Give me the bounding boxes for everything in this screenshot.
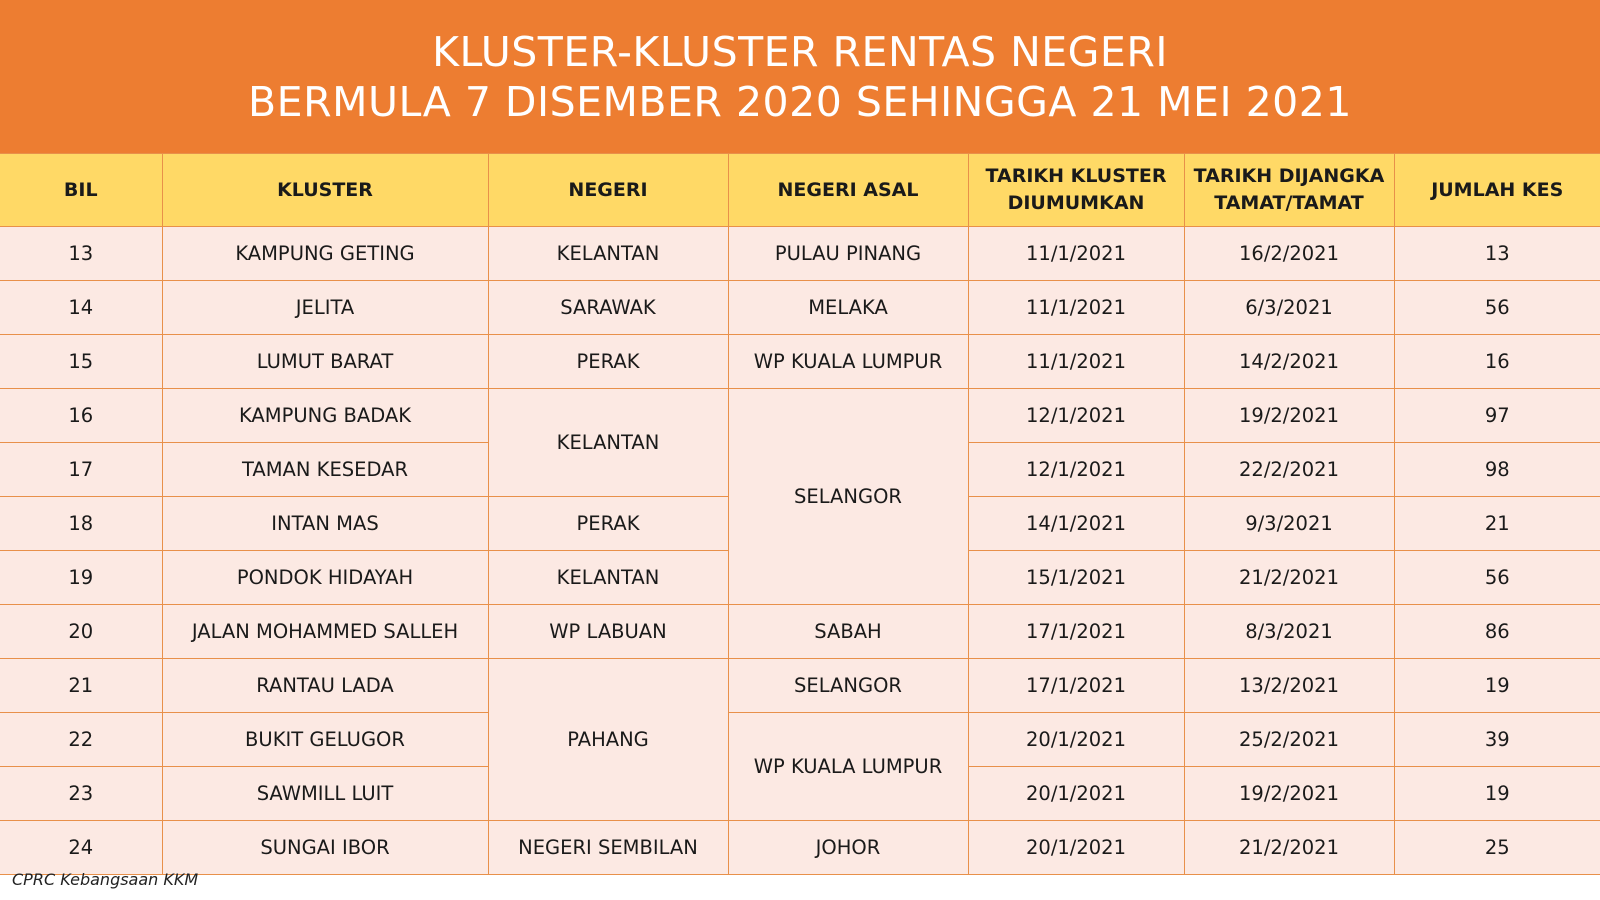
cell-tamat: 22/2/2021 xyxy=(1184,443,1394,497)
cell-bil: 23 xyxy=(0,767,162,821)
cell-negeri-asal: SELANGOR xyxy=(728,389,968,605)
cell-kes: 19 xyxy=(1394,659,1600,713)
cell-negeri: KELANTAN xyxy=(488,227,728,281)
cell-diumumkan: 11/1/2021 xyxy=(968,281,1184,335)
cell-tamat: 19/2/2021 xyxy=(1184,389,1394,443)
cell-bil: 17 xyxy=(0,443,162,497)
cell-kluster: BUKIT GELUGOR xyxy=(162,713,488,767)
title-banner xyxy=(0,0,1600,153)
cell-diumumkan: 14/1/2021 xyxy=(968,497,1184,551)
cell-kluster: PONDOK HIDAYAH xyxy=(162,551,488,605)
cell-negeri-asal: SELANGOR xyxy=(728,659,968,713)
cell-tamat: 9/3/2021 xyxy=(1184,497,1394,551)
cell-diumumkan: 20/1/2021 xyxy=(968,713,1184,767)
cell-tamat: 21/2/2021 xyxy=(1184,821,1394,875)
cell-tamat: 21/2/2021 xyxy=(1184,551,1394,605)
cell-tamat: 13/2/2021 xyxy=(1184,659,1394,713)
cell-bil: 15 xyxy=(0,335,162,389)
header-kluster: KLUSTER xyxy=(162,154,488,227)
cell-bil: 14 xyxy=(0,281,162,335)
cell-bil: 16 xyxy=(0,389,162,443)
cell-bil: 19 xyxy=(0,551,162,605)
cell-kluster: KAMPUNG BADAK xyxy=(162,389,488,443)
table-row xyxy=(0,335,1600,389)
header-tarikh-tamat-line1: TARIKH DIJANGKA xyxy=(1193,165,1385,187)
cell-diumumkan: 11/1/2021 xyxy=(968,227,1184,281)
table-row xyxy=(0,821,1600,875)
cell-diumumkan: 20/1/2021 xyxy=(968,821,1184,875)
cell-tamat: 19/2/2021 xyxy=(1184,767,1394,821)
cell-negeri-asal: JOHOR xyxy=(728,821,968,875)
header-tarikh-tamat xyxy=(1184,154,1394,227)
cell-kluster: KAMPUNG GETING xyxy=(162,227,488,281)
cell-kes: 25 xyxy=(1394,821,1600,875)
cell-tamat: 25/2/2021 xyxy=(1184,713,1394,767)
header-negeri-asal: NEGERI ASAL xyxy=(728,154,968,227)
cell-kes: 97 xyxy=(1394,389,1600,443)
cell-negeri: PERAK xyxy=(488,497,728,551)
source-credit: CPRC Kebangsaan KKM xyxy=(12,870,199,889)
cell-kes: 39 xyxy=(1394,713,1600,767)
cell-kluster: JELITA xyxy=(162,281,488,335)
header-tarikh-tamat-line2: TAMAT/TAMAT xyxy=(1214,192,1364,214)
cell-kes: 13 xyxy=(1394,227,1600,281)
header-tarikh-diumumkan xyxy=(968,154,1184,227)
cell-negeri: KELANTAN xyxy=(488,551,728,605)
cell-negeri-asal: MELAKA xyxy=(728,281,968,335)
cell-kluster: INTAN MAS xyxy=(162,497,488,551)
cell-kluster: RANTAU LADA xyxy=(162,659,488,713)
cell-negeri: WP LABUAN xyxy=(488,605,728,659)
cell-diumumkan: 20/1/2021 xyxy=(968,767,1184,821)
cell-tamat: 6/3/2021 xyxy=(1184,281,1394,335)
cell-bil: 18 xyxy=(0,497,162,551)
cell-negeri-asal: SABAH xyxy=(728,605,968,659)
cell-tamat: 16/2/2021 xyxy=(1184,227,1394,281)
header-tarikh-diumumkan-line1: TARIKH KLUSTER xyxy=(985,165,1167,187)
table-row xyxy=(0,713,1600,767)
cell-kes: 21 xyxy=(1394,497,1600,551)
cluster-table xyxy=(0,153,1600,875)
cell-negeri: KELANTAN xyxy=(488,389,728,497)
cell-negeri: NEGERI SEMBILAN xyxy=(488,821,728,875)
header-bil: BIL xyxy=(0,154,162,227)
table-row xyxy=(0,227,1600,281)
cell-bil: 24 xyxy=(0,821,162,875)
cell-kes: 56 xyxy=(1394,551,1600,605)
cell-bil: 21 xyxy=(0,659,162,713)
cell-kes: 56 xyxy=(1394,281,1600,335)
cell-diumumkan: 11/1/2021 xyxy=(968,335,1184,389)
header-jumlah-kes: JUMLAH KES xyxy=(1394,154,1600,227)
cell-diumumkan: 17/1/2021 xyxy=(968,659,1184,713)
cell-tamat: 14/2/2021 xyxy=(1184,335,1394,389)
table-row xyxy=(0,605,1600,659)
table-row xyxy=(0,281,1600,335)
cell-negeri-asal: WP KUALA LUMPUR xyxy=(728,713,968,821)
cell-diumumkan: 12/1/2021 xyxy=(968,389,1184,443)
cell-kluster: SAWMILL LUIT xyxy=(162,767,488,821)
cell-tamat: 8/3/2021 xyxy=(1184,605,1394,659)
cell-bil: 20 xyxy=(0,605,162,659)
cell-diumumkan: 17/1/2021 xyxy=(968,605,1184,659)
table-header-row xyxy=(0,154,1600,227)
header-tarikh-diumumkan-line2: DIUMUMKAN xyxy=(1007,192,1145,214)
table-row xyxy=(0,389,1600,443)
cell-bil: 22 xyxy=(0,713,162,767)
cell-bil: 13 xyxy=(0,227,162,281)
header-negeri: NEGERI xyxy=(488,154,728,227)
cell-kluster: SUNGAI IBOR xyxy=(162,821,488,875)
cell-kluster: TAMAN KESEDAR xyxy=(162,443,488,497)
cell-diumumkan: 12/1/2021 xyxy=(968,443,1184,497)
cell-kes: 16 xyxy=(1394,335,1600,389)
cell-negeri: SARAWAK xyxy=(488,281,728,335)
cell-kluster: LUMUT BARAT xyxy=(162,335,488,389)
cell-negeri-asal: PULAU PINANG xyxy=(728,227,968,281)
cell-kes: 98 xyxy=(1394,443,1600,497)
title-line-1: KLUSTER-KLUSTER RENTAS NEGERI xyxy=(432,27,1168,76)
cell-negeri-asal: WP KUALA LUMPUR xyxy=(728,335,968,389)
cell-kes: 19 xyxy=(1394,767,1600,821)
title-line-2: BERMULA 7 DISEMBER 2020 SEHINGGA 21 MEI 2021 xyxy=(248,77,1352,126)
cell-negeri: PAHANG xyxy=(488,659,728,821)
table-row xyxy=(0,659,1600,713)
cell-negeri: PERAK xyxy=(488,335,728,389)
cell-kluster: JALAN MOHAMMED SALLEH xyxy=(162,605,488,659)
cell-kes: 86 xyxy=(1394,605,1600,659)
cell-diumumkan: 15/1/2021 xyxy=(968,551,1184,605)
